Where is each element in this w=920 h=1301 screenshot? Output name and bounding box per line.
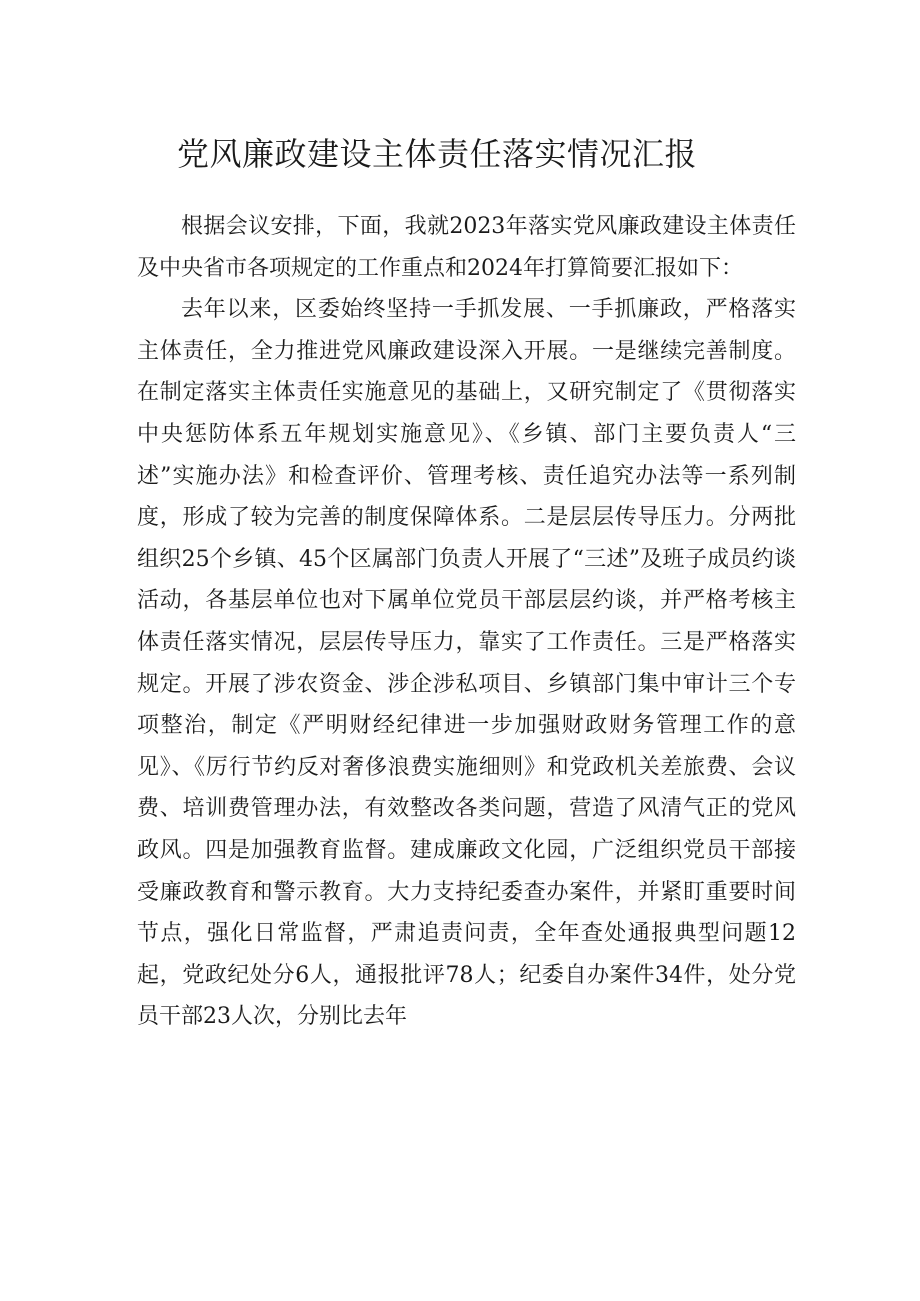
document-body [137, 206, 796, 1038]
document-title: 党风廉政建设主体责任落实情况汇报 [176, 135, 697, 173]
paragraph-work-summary: 去年以来，区委始终坚持一手抓发展、一手抓廉政，严格落实主体责任，全力推进党风廉政建设深入开展。一是继续完善制度。在制定落实主体责任实施意见的基础上，又研究制定了《贯彻落实中央惩防体系五年规划实施意见》、《乡镇、部门主要负责人“三述”实施办法》和检查评价、管理考核、责任追究办法等一系列制度，形成了较为完善的制度保障体系。二是层层传导压力。分两批组织25个乡镇、45个区属部门负责人开展了“三述”及班子成员约谈活动，各基层单位也对下属单位党员干部层层约谈，并严格考核主体责任落实情况，层层传导压力，靠实了工作责任。三是严格落实规定。开展了涉农资金、涉企涉私项目、乡镇部门集中审计三个专项整治，制定《严明财经纪律进一步加强财政财务管理工作的意见》、《厉行节约反对奢侈浪费实施细则》和党政机关差旅费、会议费、培训费管理办法，有效整改各类问题，营造了风清气正的党风政风。四是加强教育监督。建成廉政文化园，广泛组织党员干部接受廉政教育和警示教育。大力支持纪委查办案件，并紧盯重要时间节点，强化日常监督，严肃追责问责，全年查处通报典型问题12起，党政纪处分6人，通报批评78人；纪委自办案件34件，处分党员干部23人次，分别比去年 [137, 297, 796, 1030]
paragraph-intro: 根据会议安排，下面，我就2023年落实党风廉政建设主体责任及中央省市各项规定的工作重点和2024年打算简要汇报如下： [137, 214, 796, 281]
